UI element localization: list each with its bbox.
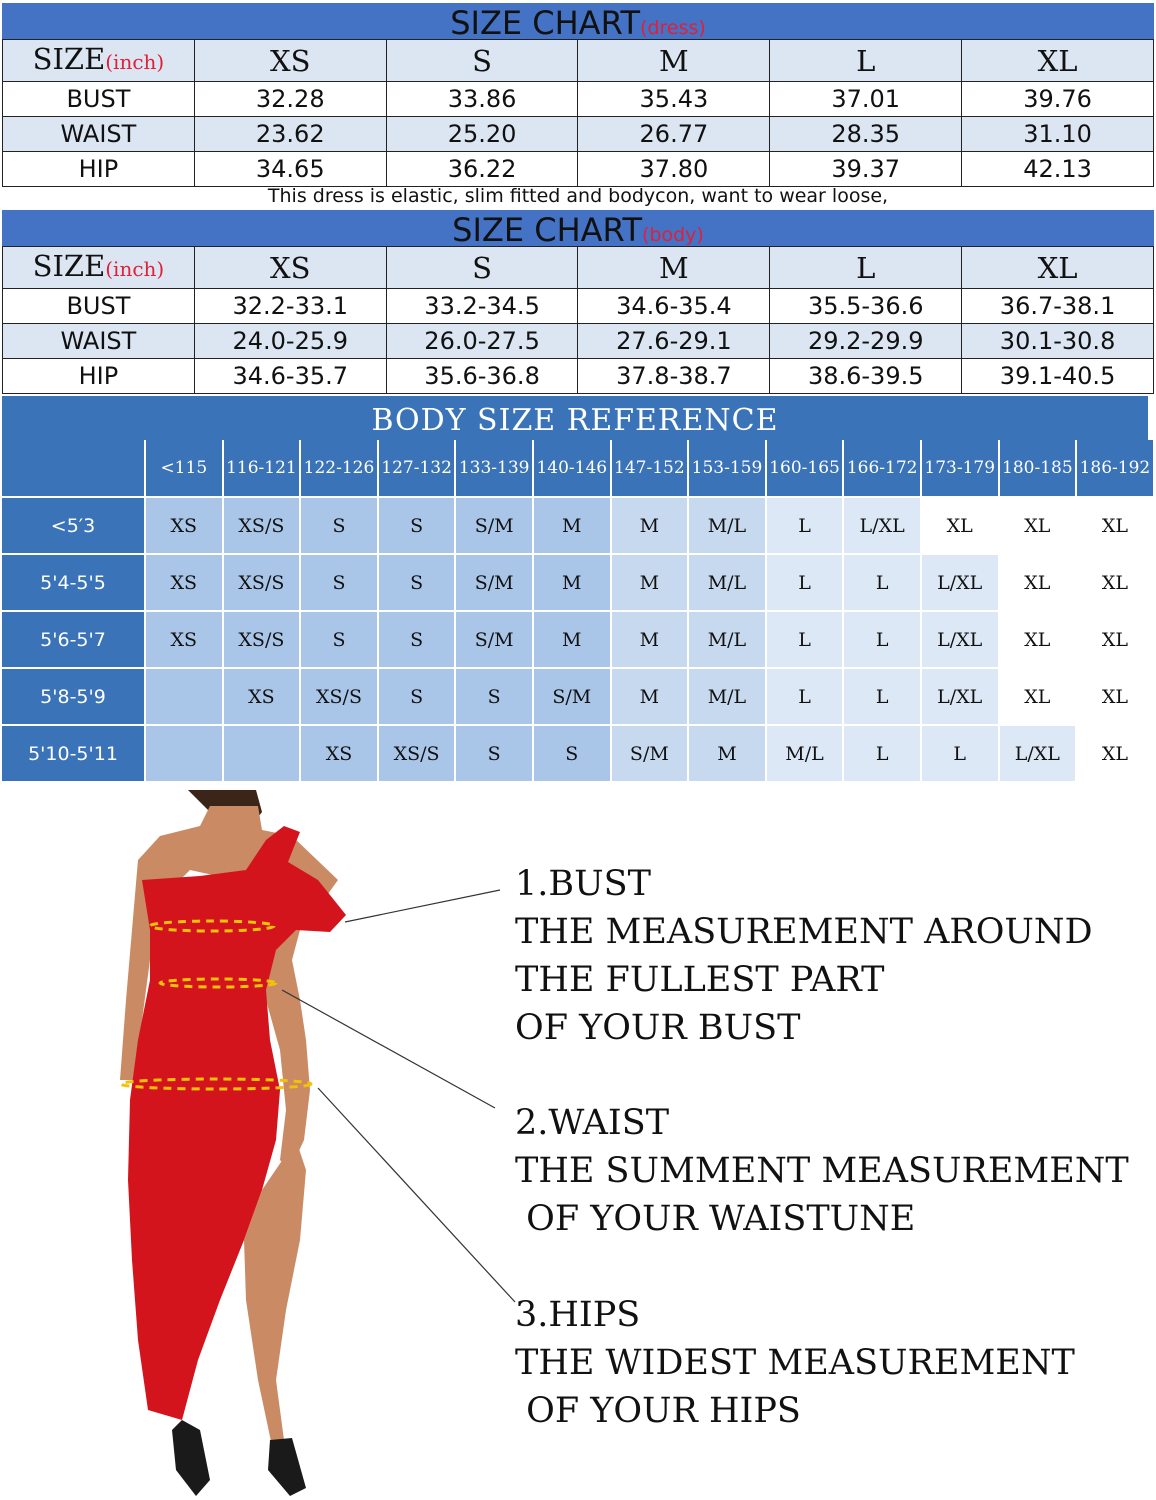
size-cell: S/M: [533, 668, 611, 725]
waist-line: OF YOUR WAISTUNE: [515, 1199, 916, 1239]
size-cell: L/XL: [999, 725, 1077, 782]
hips-title: 3.HIPS: [515, 1295, 641, 1335]
weight-header-cell: 173-179: [921, 440, 999, 497]
table-cell: 36.22: [386, 152, 578, 187]
size-cell: S: [533, 725, 611, 782]
waist-leader-line: [282, 990, 495, 1108]
size-cell: S/M: [455, 554, 533, 611]
row-label: HIP: [3, 152, 195, 187]
size-cell: M: [611, 611, 689, 668]
size-cell: XL: [999, 668, 1077, 725]
table-cell: 35.5-36.6: [770, 289, 962, 324]
table-cell: 37.01: [770, 82, 962, 117]
table-cell: 30.1-30.8: [962, 324, 1154, 359]
body-chart-title-text: SIZE CHART: [452, 211, 642, 246]
height-label: 5'10-5'11: [2, 725, 145, 782]
hip-leader-line: [318, 1088, 515, 1302]
size-cell: L: [766, 497, 844, 554]
bust-line: THE FULLEST PART: [515, 960, 885, 1000]
weight-header-cell: 140-146: [533, 440, 611, 497]
size-cell: L: [766, 554, 844, 611]
size-m-header: M: [578, 247, 770, 289]
table-cell: 29.2-29.9: [770, 324, 962, 359]
size-cell: XS: [145, 497, 223, 554]
weight-header-cell: 186-192: [1076, 440, 1154, 497]
size-cell: L: [843, 611, 921, 668]
size-cell: S: [300, 497, 378, 554]
height-label: <5′3: [2, 497, 145, 554]
waist-title: 2.WAIST: [515, 1103, 670, 1143]
dress-chart-subtitle: (dress): [640, 17, 706, 39]
height-label: 5'6-5'7: [2, 611, 145, 668]
size-cell: M/L: [688, 497, 766, 554]
table-cell: 38.6-39.5: [770, 359, 962, 394]
table-cell: 39.1-40.5: [962, 359, 1154, 394]
size-l-header: L: [770, 247, 962, 289]
table-cell: 28.35: [770, 117, 962, 152]
table-cell: 35.6-36.8: [386, 359, 578, 394]
row-label: WAIST: [3, 117, 195, 152]
table-cell: 34.6-35.7: [194, 359, 386, 394]
size-cell: S: [378, 668, 456, 725]
size-cell: L/XL: [921, 554, 999, 611]
size-cell: L/XL: [843, 497, 921, 554]
model-shoe: [268, 1438, 306, 1496]
table-cell: 34.65: [194, 152, 386, 187]
size-m-header: M: [578, 40, 770, 82]
weight-header-cell: 116-121: [223, 440, 301, 497]
size-cell: M: [611, 497, 689, 554]
size-cell: L: [921, 725, 999, 782]
size-cell: M/L: [688, 611, 766, 668]
size-cell: XL: [921, 497, 999, 554]
size-cell: S/M: [455, 611, 533, 668]
model-shoe: [172, 1420, 210, 1496]
size-cell: XL: [1076, 668, 1154, 725]
hips-line: THE WIDEST MEASUREMENT: [515, 1343, 1075, 1383]
size-cell: S/M: [611, 725, 689, 782]
size-cell: XS/S: [223, 497, 301, 554]
table-cell: 35.43: [578, 82, 770, 117]
size-cell: XL: [999, 497, 1077, 554]
size-cell: XL: [1076, 725, 1154, 782]
bust-title: 1.BUST: [515, 864, 651, 904]
size-cell: M: [533, 497, 611, 554]
red-dress: [128, 826, 346, 1420]
row-label: BUST: [3, 82, 195, 117]
body-size-reference-title: BODY SIZE REFERENCE: [2, 396, 1148, 440]
size-cell: L: [766, 668, 844, 725]
body-chart-subtitle: (body): [641, 224, 704, 246]
weight-header-cell: 122-126: [300, 440, 378, 497]
table-cell: 26.77: [578, 117, 770, 152]
fit-note: This dress is elastic, slim fitted and bodycon, want to wear loose,: [267, 185, 889, 207]
table-cell: 39.76: [962, 82, 1154, 117]
size-cell: S: [300, 611, 378, 668]
size-cell: XS: [145, 554, 223, 611]
size-cell: XS/S: [378, 725, 456, 782]
size-xs-header: XS: [194, 40, 386, 82]
size-cell: XL: [1076, 554, 1154, 611]
weight-header-cell: 133-139: [455, 440, 533, 497]
row-label: BUST: [3, 289, 195, 324]
table-cell: 24.0-25.9: [194, 324, 386, 359]
size-cell: L: [843, 725, 921, 782]
table-cell: 33.2-34.5: [386, 289, 578, 324]
size-cell: L/XL: [921, 611, 999, 668]
table-cell: 39.37: [770, 152, 962, 187]
dress-chart-title-text: SIZE CHART: [450, 4, 641, 39]
size-cell: M/L: [688, 668, 766, 725]
size-cell: M: [533, 611, 611, 668]
size-cell: S: [378, 554, 456, 611]
size-cell: XS: [223, 668, 301, 725]
weight-header-cell: 127-132: [378, 440, 456, 497]
table-cell: 31.10: [962, 117, 1154, 152]
height-label: 5'8-5'9: [2, 668, 145, 725]
waist-instructions: [515, 1099, 1129, 1243]
size-cell: M/L: [766, 725, 844, 782]
weight-header-cell: 153-159: [688, 440, 766, 497]
table-cell: 32.28: [194, 82, 386, 117]
size-xl-header: XL: [962, 247, 1154, 289]
table-cell: 26.0-27.5: [386, 324, 578, 359]
size-cell: S: [378, 611, 456, 668]
size-cell: M: [611, 668, 689, 725]
size-cell: XL: [1076, 611, 1154, 668]
table-cell: 32.2-33.1: [194, 289, 386, 324]
table-cell: 23.62: [194, 117, 386, 152]
size-s-header: S: [386, 40, 578, 82]
table-cell: 34.6-35.4: [578, 289, 770, 324]
weight-header-cell: <115: [145, 440, 223, 497]
size-cell: S: [455, 725, 533, 782]
weight-header-cell: 147-152: [611, 440, 689, 497]
bust-leader-line: [345, 890, 500, 922]
size-cell: M: [611, 554, 689, 611]
size-l-header: L: [770, 40, 962, 82]
hips-line: OF YOUR HIPS: [515, 1391, 801, 1431]
row-label: WAIST: [3, 324, 195, 359]
size-cell: S: [300, 554, 378, 611]
weight-header-cell: 166-172: [843, 440, 921, 497]
size-cell: S: [378, 497, 456, 554]
table-cell: 37.80: [578, 152, 770, 187]
size-cell: XL: [1076, 497, 1154, 554]
size-header-cell: SIZE(inch): [3, 247, 195, 289]
waist-line: THE SUMMENT MEASUREMENT: [515, 1151, 1129, 1191]
size-cell: L: [843, 668, 921, 725]
size-s-header: S: [386, 247, 578, 289]
weight-header-cell: 160-165: [766, 440, 844, 497]
table-cell: 36.7-38.1: [962, 289, 1154, 324]
row-label: HIP: [3, 359, 195, 394]
size-cell: L: [766, 611, 844, 668]
size-cell: XS/S: [300, 668, 378, 725]
size-cell: XS: [145, 611, 223, 668]
size-xs-header: XS: [194, 247, 386, 289]
size-cell: S/M: [455, 497, 533, 554]
size-cell: XS: [300, 725, 378, 782]
size-cell: M: [533, 554, 611, 611]
weight-header-cell: 180-185: [999, 440, 1077, 497]
size-cell: S: [455, 668, 533, 725]
table-cell: 33.86: [386, 82, 578, 117]
size-cell: XL: [999, 611, 1077, 668]
bust-line: THE MEASUREMENT AROUND: [515, 912, 1093, 952]
height-label: 5'4-5'5: [2, 554, 145, 611]
size-cell: L/XL: [921, 668, 999, 725]
bust-line: OF YOUR BUST: [515, 1008, 801, 1048]
table-cell: 42.13: [962, 152, 1154, 187]
hips-instructions: [515, 1291, 1075, 1435]
size-xl-header: XL: [962, 40, 1154, 82]
bust-instructions: [515, 860, 1093, 1052]
table-cell: 37.8-38.7: [578, 359, 770, 394]
table-cell: 27.6-29.1: [578, 324, 770, 359]
table-cell: 25.20: [386, 117, 578, 152]
size-cell: XS/S: [223, 554, 301, 611]
size-cell: XS/S: [223, 611, 301, 668]
size-cell: M: [688, 725, 766, 782]
size-cell: XL: [999, 554, 1077, 611]
size-header-cell: SIZE(inch): [3, 40, 195, 82]
size-cell: L: [843, 554, 921, 611]
size-cell: M/L: [688, 554, 766, 611]
